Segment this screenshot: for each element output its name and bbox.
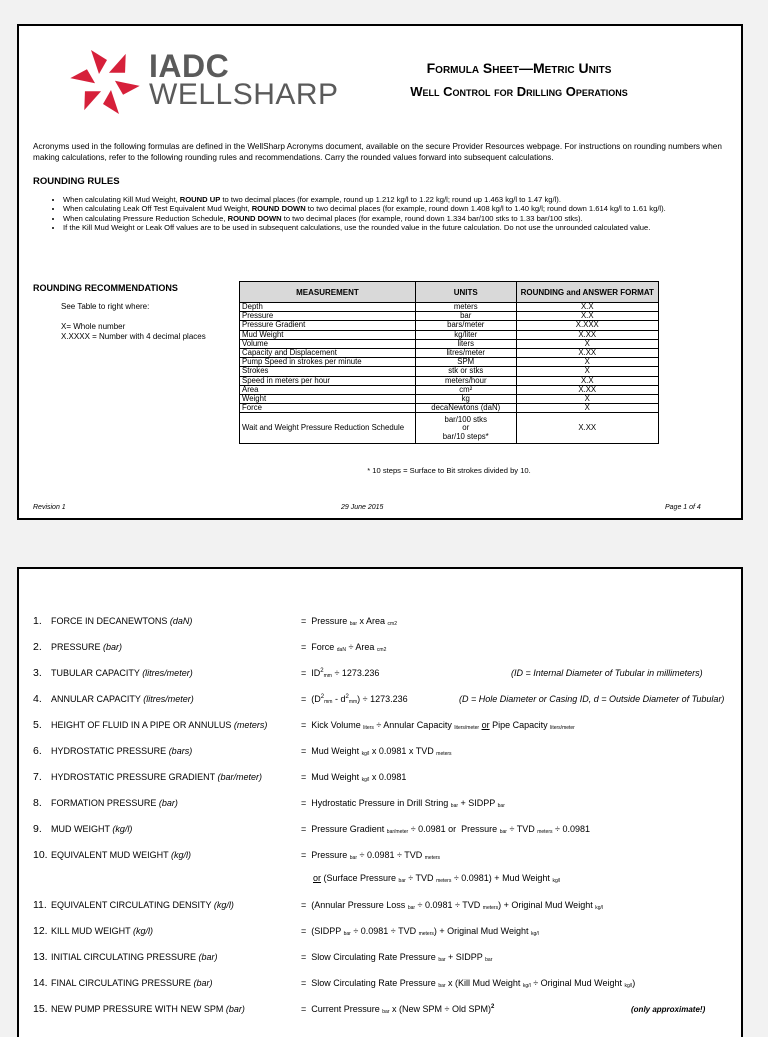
formula-3-expression: = $ID^2_{mm} \div 1273.236$ <box>301 668 380 679</box>
formula-sheet-page-1 <box>17 24 743 520</box>
rec-see-table: See Table to right where: <box>61 302 150 311</box>
formula-13-expression: = Slow Circulating Rate Pressure $_{bar}$ + SIDPP $_{bar}$ <box>301 952 493 963</box>
formula-9: 9. MUD WEIGHT (kg/l) <box>33 823 133 835</box>
rounding-rules-heading: ROUNDING RULES <box>33 176 120 187</box>
rec-four-decimals: X.XXXX = Number with 4 decimal places <box>61 332 206 341</box>
formula-13: 13. INITIAL CIRCULATING PRESSURE (bar) <box>33 951 218 963</box>
col-units: UNITS <box>415 282 516 303</box>
list-item: • When calculating Pressure Reduction Schedule, ROUND DOWN to two decimal places (for example, round down 1.334 bar/100 stks to 1.33 bar/100 stks). <box>63 214 733 223</box>
formula-14-expression: = Slow Circulating Rate Pressure $_{bar}$ x (Kill Mud Weight $_{kg/l}$ ÷ Original Mud Weight $_{kg/l}$) <box>301 978 636 989</box>
formula-6: 6. HYDROSTATIC PRESSURE (bars) <box>33 745 193 757</box>
formula-10: 10. EQUIVALENT MUD WEIGHT (kg/l) <box>33 849 192 861</box>
table-row: Depth meters X.X <box>240 303 659 312</box>
intro-paragraph: Acronyms used in the following formulas are defined in the WellSharp Acronyms document, available on the secure Provider Resources webpage. For instructions on rounding numbers when making calculations, refer to the following rounding rules and recommendations. Carry the rounded values forward into subsequent calculations. <box>33 142 722 162</box>
formula-7: 7. HYDROSTATIC PRESSURE GRADIENT (bar/meter) <box>33 771 263 783</box>
table-row: Mud Weight kg/liter X.XX <box>240 330 659 339</box>
formula-6-expression: = Mud Weight $_{kg/l}$ x 0.0981 x TVD $_{meters}$ <box>301 746 452 757</box>
formula-4-expression: = $(D^2_{mm} - d^2_{mm}) \div 1273.236$ <box>301 694 408 705</box>
formula-2-expression: = Force $_{daN}$ ÷ Area $_{cm2}$ <box>301 642 387 653</box>
formula-8-expression: = Hydrostatic Pressure in Drill String $_{bar}$ + SIDPP $_{bar}$ <box>301 798 505 809</box>
rounding-rules-list <box>33 195 733 233</box>
rounding-recommendations-heading: ROUNDING RECOMMENDATIONS <box>33 283 178 293</box>
formula-11: 11. EQUIVALENT CIRCULATING DENSITY (kg/l) <box>33 899 234 911</box>
formula-3-note: (ID = Internal Diameter of Tubular in millimeters) <box>511 668 703 678</box>
table-row: Speed in meters per hour meters/hour X.X <box>240 376 659 385</box>
formula-4-note: (D = Hole Diameter or Casing ID, d = Outside Diameter of Tubular) <box>459 694 725 704</box>
footer-date: 29 June 2015 <box>341 504 384 511</box>
formula-15-expression: = Current Pressure $_{bar}$ x (New SPM ÷ Old SPM)$^2$ <box>301 1004 495 1015</box>
formula-14: 14. FINAL CIRCULATING PRESSURE (bar) <box>33 977 213 989</box>
formula-1: 1. FORCE IN DECANEWTONS (daN) <box>33 615 193 627</box>
formula-4: 4. ANNULAR CAPACITY (litres/meter) <box>33 693 194 705</box>
footer-page: Page 1 of 4 <box>665 504 701 511</box>
formula-15: 15. NEW PUMP PRESSURE WITH NEW SPM (bar) <box>33 1003 245 1015</box>
formula-12-expression: = (SIDPP $_{bar}$ ÷ 0.0981 ÷ TVD $_{meters}$) + Original Mud Weight $_{kg/l}$ <box>301 926 539 937</box>
table-row: Area cm² X.XX <box>240 385 659 394</box>
list-item: • When calculating Leak Off Test Equivalent Mud Weight, ROUND DOWN to two decimal places (for example, round down 1.408 kg/l to 1.40 kg/l; round down 1.614 kg/l to 1.61 kg/l). <box>63 204 733 213</box>
logo-mark-icon <box>69 44 141 116</box>
table-row: Force decaNewtons (daN) X <box>240 404 659 413</box>
rec-whole-number: X= Whole number <box>61 322 126 331</box>
col-format: ROUNDING and ANSWER FORMAT <box>516 282 658 303</box>
formula-1-expression: = Pressure $_{bar}$ x Area $_{cm2}$ <box>301 616 397 627</box>
table-row: Volume liters X <box>240 339 659 348</box>
formula-5-expression: = Kick Volume $_{liters}$ ÷ Annular Capacity $_{liters/meter}$ or Pipe Capacity $_{liters/meter}$ <box>301 720 575 731</box>
iadc-wellsharp-logo <box>69 44 339 122</box>
rounding-table <box>239 281 659 444</box>
formula-15-note: (only approximate!) <box>631 1005 706 1014</box>
sheet-subtitle: Well Control for Drilling Operations <box>410 84 628 99</box>
table-row: Pressure bar X.X <box>240 312 659 321</box>
logo-wellsharp-text: WELLSHARP <box>149 78 339 111</box>
list-item: • If the Kill Mud Weight or Leak Off values are to be used in subsequent calculations, use the rounded value in the future calculation. Do not use the unrounded calculated value. <box>63 223 733 232</box>
formula-sheet-page-2 <box>17 567 743 1037</box>
formula-3: 3. TUBULAR CAPACITY (litres/meter) <box>33 667 193 679</box>
formula-12: 12. KILL MUD WEIGHT (kg/l) <box>33 925 154 937</box>
formula-9-expression: = Pressure Gradient $_{bar/meter}$ ÷ 0.0981 or Pressure $_{bar}$ ÷ TVD $_{meters}$ ÷ 0.0981 <box>301 824 590 835</box>
formula-2: 2. PRESSURE (bar) <box>33 641 123 653</box>
formula-5: 5. HEIGHT OF FLUID IN A PIPE OR ANNULUS (meters) <box>33 719 268 731</box>
formula-8: 8. FORMATION PRESSURE (bar) <box>33 797 178 809</box>
logo-iadc-text: IADC <box>149 48 230 84</box>
table-footnote: * 10 steps = Surface to Bit strokes divided by 10. <box>367 466 531 475</box>
formula-10-expression: = Pressure $_{bar}$ ÷ 0.0981 ÷ TVD $_{meters}$ <box>301 850 441 861</box>
formula-7-expression: = Mud Weight $_{kg/l}$ x 0.0981 <box>301 772 407 783</box>
formula-10-alt-expression: or (Surface Pressure $_{bar}$ ÷ TVD $_{meters}$ ÷ 0.0981) + Mud Weight $_{kg/l}$ <box>313 873 561 884</box>
sheet-title: Formula Sheet—Metric Units <box>426 60 612 76</box>
formula-11-expression: = (Annular Pressure Loss $_{bar}$ ÷ 0.0981 ÷ TVD $_{meters}$) + Original Mud Weight $_{kg/l}$ <box>301 900 603 911</box>
table-row: Weight kg X <box>240 395 659 404</box>
table-row: Pump Speed in strokes per minute SPM X <box>240 358 659 367</box>
table-row: Pressure Gradient bars/meter X.XXX <box>240 321 659 330</box>
col-measurement: MEASUREMENT <box>240 282 416 303</box>
table-row: Wait and Weight Pressure Reduction Schedule bar/100 stks or bar/10 steps* X.XX <box>240 413 659 444</box>
table-row: Strokes stk or stks X <box>240 367 659 376</box>
table-row: Capacity and Displacement litres/meter X.XX <box>240 349 659 358</box>
list-item: • When calculating Kill Mud Weight, ROUND UP to two decimal places (for example, round up 1.212 kg/l to 1.22 kg/l; round up 1.463 kg/l to 1.47 kg/l). <box>63 195 733 204</box>
footer-revision: Revision 1 <box>33 504 66 511</box>
